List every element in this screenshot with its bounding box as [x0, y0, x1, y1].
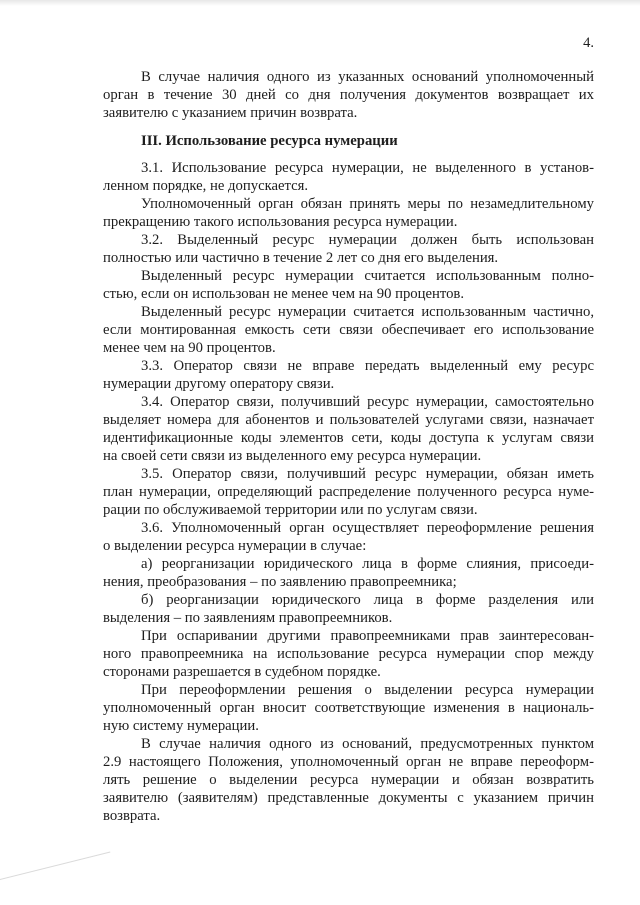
text-line: выделения – по заявлениям правопреемников. [103, 610, 393, 626]
paragraph [103, 195, 594, 231]
paragraph [103, 68, 594, 122]
text-line: уполномоченный орган вносит соответствующие изменения в националь- [103, 700, 594, 716]
text-line: В случае наличия одного из указанных оснований уполномоченный [141, 69, 594, 85]
text-line: орган в течение 30 дней со дня получения документов возвращает их [103, 87, 594, 103]
text-line: ленном порядке, не допускается. [103, 178, 309, 194]
text-line: 3.5. Оператор связи, получивший ресурс нумерации, обязан иметь [141, 466, 594, 482]
text-line: идентификационные коды элементов сети, коды доступа к услугам связи [103, 430, 594, 446]
text-line: стью, если он использован не менее чем на 90 процентов. [103, 286, 465, 302]
text-line: 3.3. Оператор связи не вправе передать выделенный ему ресурс [141, 358, 594, 374]
text-line: заявителю (заявителям) представленные документы с указанием причин [103, 790, 594, 806]
paragraph [103, 159, 594, 195]
text-line: 3.2. Выделенный ресурс нумерации должен быть использован [141, 232, 594, 248]
text-line: а) реорганизации юридического лица в форме слияния, присоеди- [141, 556, 594, 572]
text-line: При оспаривании другими правопреемниками прав заинтересован- [141, 628, 594, 644]
section-heading [103, 132, 594, 150]
text-line: 2.9 настоящего Положения, уполномоченный орган не вправе переоформ- [103, 754, 594, 770]
paragraph [103, 267, 594, 303]
text-line: заявителю с указанием причин возврата. [103, 105, 358, 121]
text-line: ного правопреемника на использование ресурса нумерации спор между [103, 646, 594, 662]
text-line: рации по обслуживаемой территории или по услугам связи. [103, 502, 478, 518]
scan-artifact-streak [0, 851, 110, 881]
text-line: план нумерации, определяющий распределение полученного ресурса нуме- [103, 484, 594, 500]
text-line: прекращению такого использования ресурса нумерации. [103, 214, 458, 230]
paragraph [103, 393, 594, 465]
text-line: В случае наличия одного из оснований, предусмотренных пунктом [141, 736, 594, 752]
text-line: о выделении ресурса нумерации в случае: [103, 538, 367, 554]
text-line: лять решение о выделении ресурса нумерации и обязан возвратить [103, 772, 594, 788]
paragraph [103, 627, 594, 681]
text-line: При переоформлении решения о выделении ресурса нумерации [141, 682, 594, 698]
text-line: 3.6. Уполномоченный орган осуществляет переоформление решения [141, 520, 594, 536]
text-line: нения, преобразования – по заявлению правопреемника; [103, 574, 457, 590]
text-line: выделяет номера для абонентов и пользователей услугами связи, назначает [103, 412, 594, 428]
paragraph [103, 465, 594, 519]
text-line: возврата. [103, 808, 161, 824]
text-line: нумерации другому оператору связи. [103, 376, 335, 392]
paragraph [103, 591, 594, 627]
text-line: на своей сети связи из выделенного ему ресурса нумерации. [103, 448, 482, 464]
text-line: б) реорганизации юридического лица в форме разделения или [141, 592, 594, 608]
paragraph [103, 357, 594, 393]
text-line: ную систему нумерации. [103, 718, 259, 734]
text-line: Выделенный ресурс нумерации считается использованным частично, [141, 304, 594, 320]
text-line: III. Использование ресурса нумерации [141, 133, 398, 149]
text-line: полностью или частично в течение 2 лет со дня его выделения. [103, 250, 499, 266]
paragraph [103, 735, 594, 825]
text-line: если монтированная емкость сети связи обеспечивает его использование [103, 322, 594, 338]
text-line: 3.1. Использование ресурса нумерации, не выделенного в установ- [141, 160, 594, 176]
paragraph [103, 231, 594, 267]
paragraph [103, 303, 594, 357]
text-line: 3.4. Оператор связи, получивший ресурс нумерации, самостоятельно [141, 394, 594, 410]
scan-artifact-top-edge [0, 0, 640, 6]
text-line: Уполномоченный орган обязан принять меры по незамедлительному [141, 196, 594, 212]
paragraph [103, 519, 594, 555]
paragraph [103, 555, 594, 591]
page-number: 4. [583, 35, 594, 51]
paragraph [103, 681, 594, 735]
text-line: Выделенный ресурс нумерации считается использованным полно- [141, 268, 594, 284]
document-body [103, 68, 594, 825]
text-line: сторонами разрешается в судебном порядке. [103, 664, 381, 680]
text-line: менее чем на 90 процентов. [103, 340, 276, 356]
